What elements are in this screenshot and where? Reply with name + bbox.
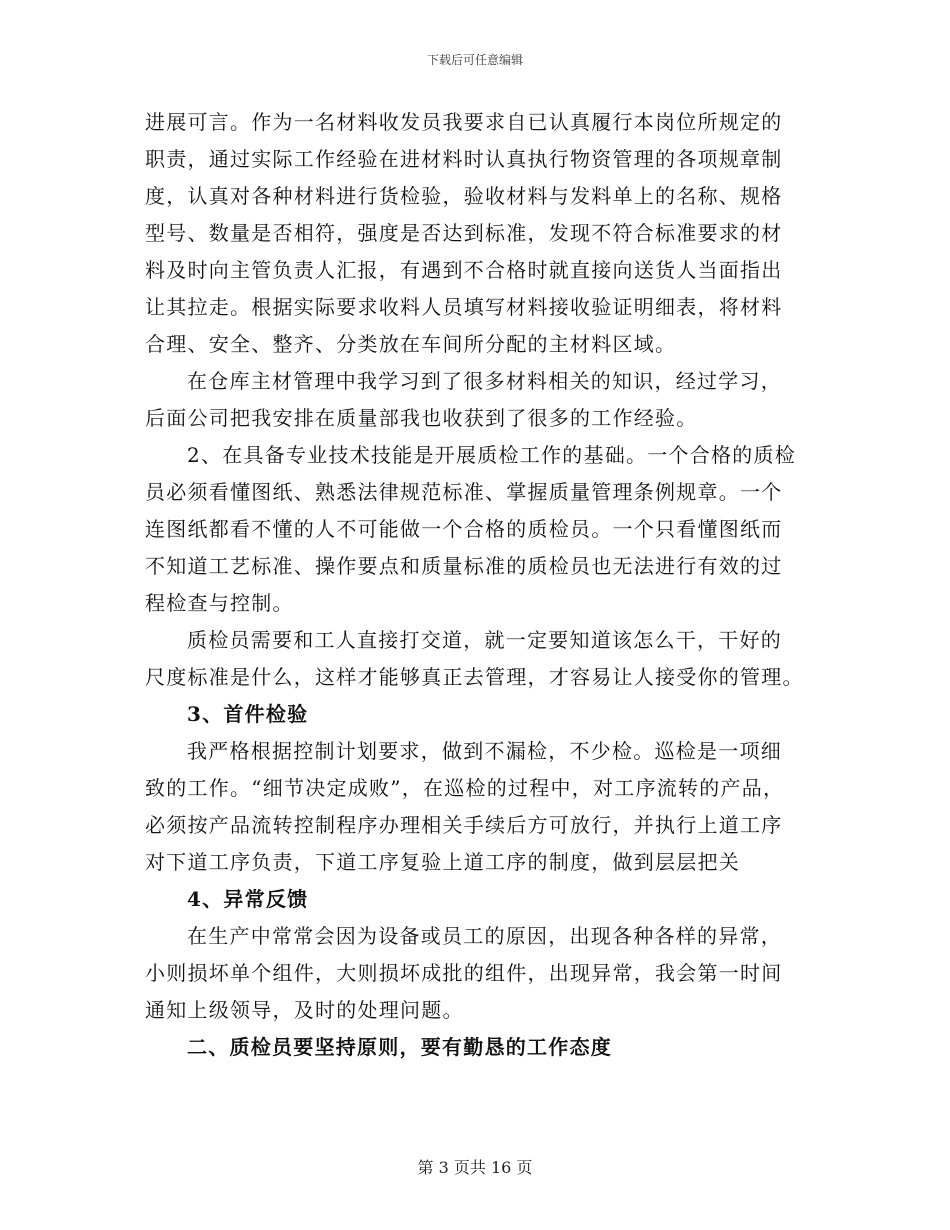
body-line: 小则损坏单个组件，大则损坏成批的组件，出现异常，我会第一时间 (145, 961, 783, 985)
body-line: 致的工作。“细节决定成败”，在巡检的过程中，对工序流转的产品， (145, 776, 785, 800)
body-line: 型号、数量是否相符，强度是否达到标准，发现不符合标准要求的材 (145, 221, 783, 245)
body-line: 2、在具备专业技术技能是开展质检工作的基础。一个合格的质检 (187, 443, 796, 467)
body-line: 后面公司把我安排在质量部我也收获到了很多的工作经验。 (145, 406, 698, 430)
body-line: 对下道工序负责，下道工序复验上道工序的制度，做到层层把关 (145, 850, 740, 874)
body-line: 合理、安全、整齐、分类放在车间所分配的主材料区域。 (145, 332, 677, 356)
body-line: 让其拉走。根据实际要求收料人员填写材料接收验证明细表，将材料 (145, 295, 783, 319)
body-line: 员必须看懂图纸、熟悉法律规范标准、掌握质量管理条例规章。一个 (145, 480, 783, 504)
body-line: 在仓库主材管理中我学习到了很多材料相关的知识，经过学习， (187, 369, 782, 393)
section-heading: 3、首件检验 (187, 702, 309, 726)
body-line: 我严格根据控制计划要求，做到不漏检，不少检。巡检是一项细 (187, 739, 782, 763)
document-body (145, 104, 804, 1066)
body-line: 必须按产品流转控制程序办理相关手续后方可放行，并执行上道工序 (145, 813, 783, 837)
page-number: 第 3 页共 16 页 (417, 1158, 533, 1177)
section-heading: 二、质检员要坚持原则，要有勤恳的工作态度 (187, 1035, 612, 1059)
body-line: 不知道工艺标准、操作要点和质量标准的质检员也无法进行有效的过 (145, 554, 783, 578)
body-line: 尺度标准是什么，这样才能够真正去管理，才容易让人接受你的管理。 (145, 665, 804, 689)
body-line: 通知上级领导，及时的处理问题。 (145, 998, 464, 1022)
body-line: 连图纸都看不懂的人不可能做一个合格的质检员。一个只看懂图纸而 (145, 517, 783, 541)
body-line: 职责，通过实际工作经验在进材料时认真执行物资管理的各项规章制 (145, 147, 783, 171)
page-header: 下载后可任意编辑 (426, 53, 523, 67)
body-line: 进展可言。作为一名材料收发员我要求自已认真履行本岗位所规定的 (145, 110, 783, 134)
body-line: 料及时向主管负责人汇报，有遇到不合格时就直接向送货人当面指出 (145, 258, 783, 282)
section-heading: 4、异常反馈 (187, 887, 309, 911)
body-line: 程检查与控制。 (145, 591, 294, 615)
body-line: 质检员需要和工人直接打交道，就一定要知道该怎么干，干好的 (187, 628, 782, 652)
body-line: 度，认真对各种材料进行货检验，验收材料与发料单上的名称、规格 (145, 184, 783, 208)
body-line: 在生产中常常会因为设备或员工的原因，出现各种各样的异常， (187, 924, 782, 948)
